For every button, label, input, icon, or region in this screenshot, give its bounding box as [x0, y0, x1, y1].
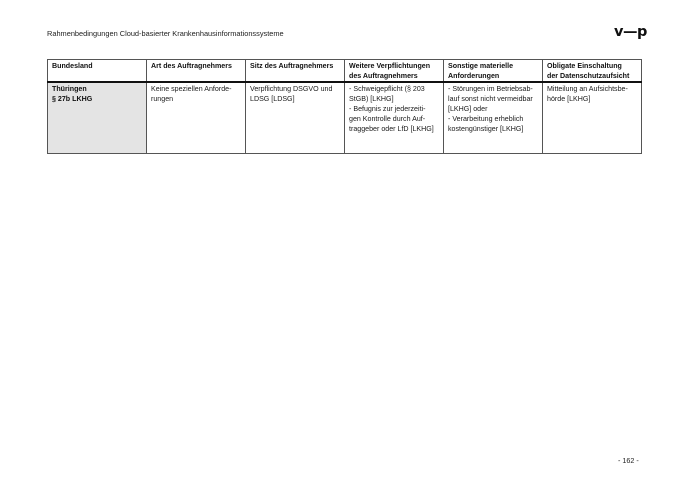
cell-line: LDSG [LDSG]	[250, 95, 295, 103]
cell-line: gen Kontrolle durch Auf-	[349, 115, 426, 123]
cell-line: - Befugnis zur jederzeiti-	[349, 105, 426, 113]
cell-line: - Verarbeitung erheblich	[448, 115, 524, 123]
cell-line: [LKHG] oder	[448, 105, 488, 113]
cell-line: rungen	[151, 95, 174, 103]
column-header-sitz	[246, 60, 345, 83]
cell-line: kostengünstiger [LKHG]	[448, 125, 524, 133]
cell-line: Thüringen	[52, 85, 87, 93]
cell-line: § 27b LKHG	[52, 95, 93, 103]
header-line: Sonstige materielle	[448, 62, 514, 70]
cell-sonstige	[444, 82, 543, 153]
regulations-table	[47, 59, 642, 154]
cell-obligate	[543, 82, 642, 153]
column-header-obligate	[543, 60, 642, 83]
header-line: Sitz des Auftragnehmers	[250, 62, 334, 70]
header-line: Weitere Verpflichtungen	[349, 62, 431, 70]
cell-line: - Störungen im Betriebsab-	[448, 85, 533, 93]
column-header-sonstige	[444, 60, 543, 83]
column-header-art	[147, 60, 246, 83]
header-line: Art des Auftragnehmers	[151, 62, 232, 70]
cell-line: lauf sonst nicht vermeidbar	[448, 95, 533, 103]
table-row	[48, 82, 642, 153]
cell-bundesland	[48, 82, 147, 153]
document-header-title: Rahmenbedingungen Cloud-basierter Krankenhausinformationssysteme	[47, 29, 284, 38]
column-header-weitere	[345, 60, 444, 83]
header-line: Anforderungen	[448, 72, 500, 80]
cell-line: Keine speziellen Anforde-	[151, 85, 232, 93]
cell-line: hörde [LKHG]	[547, 95, 591, 103]
column-header-bundesland	[48, 60, 147, 83]
publisher-logo: v—p	[614, 24, 647, 40]
cell-weitere	[345, 82, 444, 153]
cell-line: Mitteilung an Aufsichtsbe-	[547, 85, 628, 93]
table-header-row	[48, 60, 642, 83]
cell-line: Verpflichtung DSGVO und	[250, 85, 333, 93]
cell-sitz	[246, 82, 345, 153]
page-number: - 162 -	[618, 456, 639, 465]
header-line: Obligate Einschaltung	[547, 62, 622, 70]
header-line: der Datenschutzaufsicht	[547, 72, 630, 80]
header-line: des Auftragnehmers	[349, 72, 418, 80]
cell-line: StGB) [LKHG]	[349, 95, 394, 103]
cell-line: - Schweigepflicht (§ 203	[349, 85, 425, 93]
cell-line: traggeber oder LfD [LKHG]	[349, 125, 434, 133]
cell-art	[147, 82, 246, 153]
header-line: Bundesland	[52, 62, 93, 70]
